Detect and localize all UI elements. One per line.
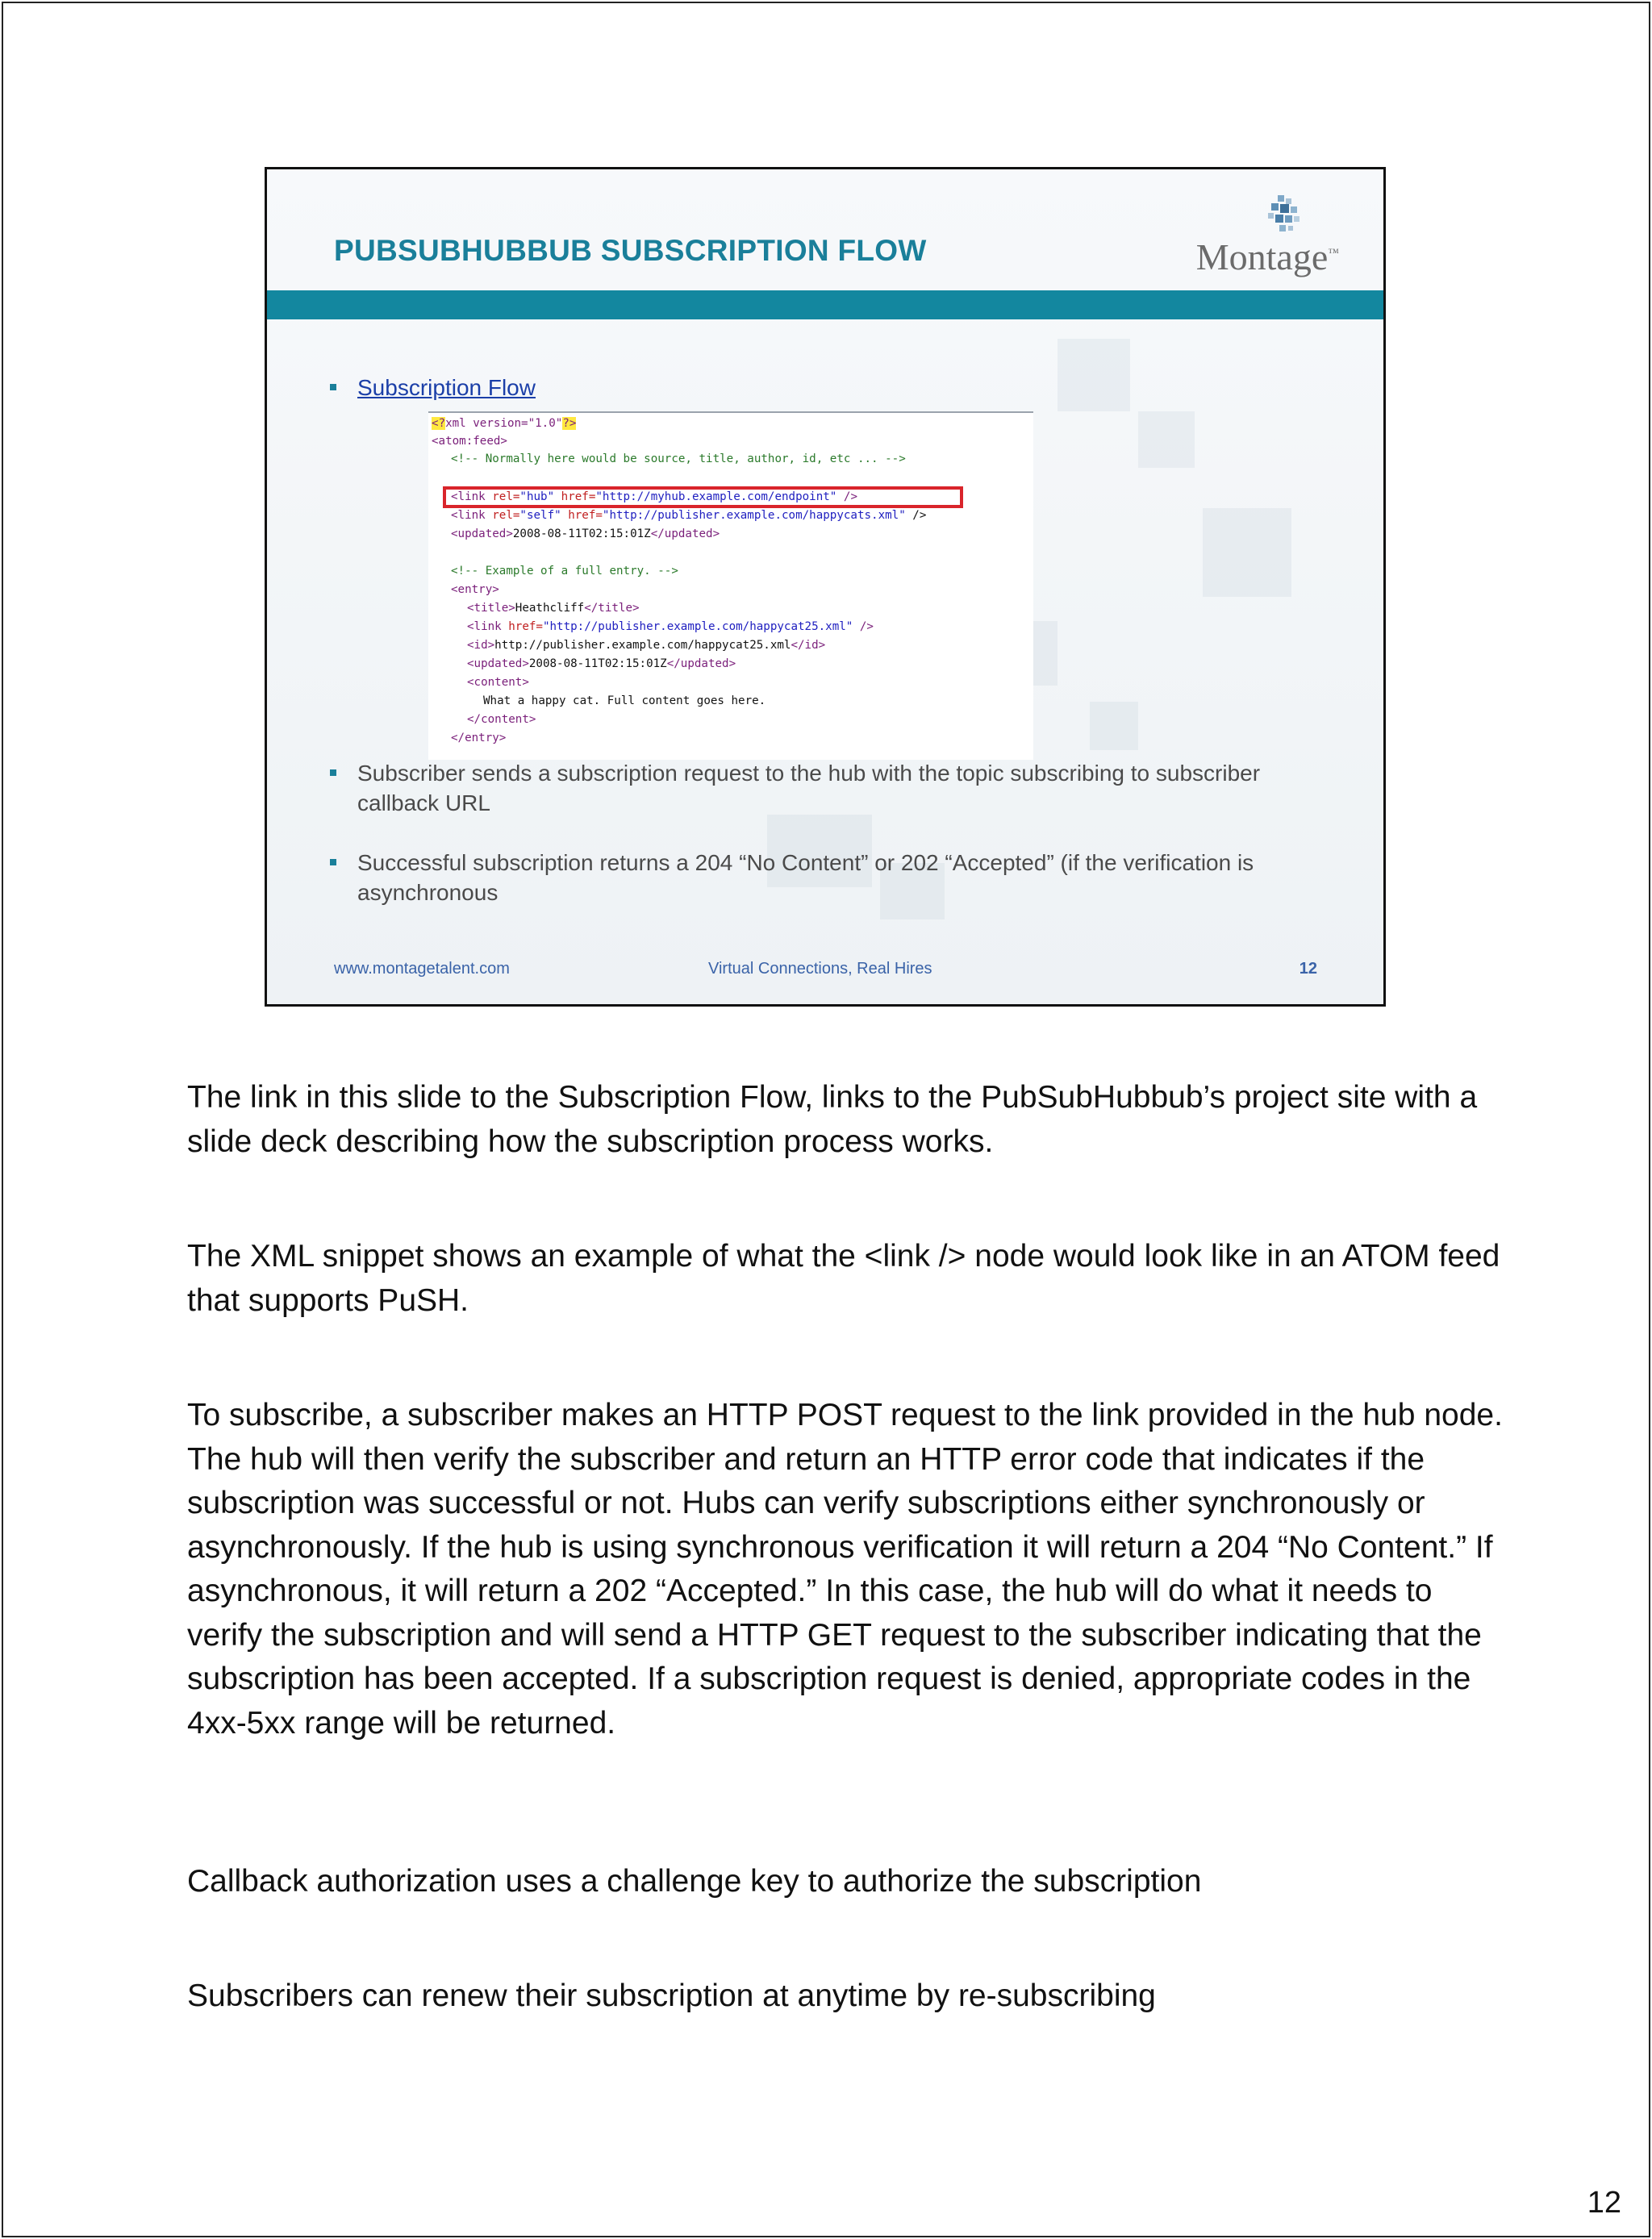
bg-square (1090, 702, 1138, 750)
bullet-icon (330, 859, 336, 865)
montage-logo (1170, 194, 1339, 282)
xml-code-snippet: <?xml version="1.0"?> <atom:feed> <!-- Normally here would be source, title, author, id, etc ... --> <link rel="hub" href="http://myhub.example.com/endpoint" /> <link rel="self" href="http://publisher.example.com/happycats.xml" /> <updated>2008-08-11T02:15:01Z</updated> <!-- Example of a full entry. --> <entry> <title>Heathcliff</title> <link href="http://publisher.example.com/happycat25.xml" /> <id>http://publisher.example.com/happycat25.xml</id> <updated>2008-08-11T02:15:01Z</updated> <content> What a happy cat. Full content goes here. </content> </entry> (428, 411, 1033, 760)
note-paragraph-3: To subscribe, a subscriber makes an HTTP POST request to the link provided in the hub node. The hub will then verify the subscriber and return an HTTP error code that indicates if the subscription was successful or not. Hubs can verify subscriptions either synchronously or asynchronously. If the hub is using synchronous verification it will return a 204 “No Content.” If asynchronous, it will return a 202 “Accepted.” In this case, the hub will do what it needs to verify the subscription and will send a HTTP GET request to the subscriber indicating that the subscription has been accepted. If a subscription request is denied, appropriate codes in the 4xx-5xx range will be returned. (187, 1398, 1503, 1741)
bullet-subscriber-sends: Subscriber sends a subscription request to the hub with the topic subscribing to subscriber callback URL (333, 758, 1293, 818)
slide-footer-tagline: Virtual Connections, Real Hires (708, 960, 932, 978)
hub-link-highlight (443, 486, 963, 508)
slide-number: 12 (1299, 960, 1317, 978)
slide-footer-url: www.montagetalent.com (334, 960, 510, 978)
bg-square (1203, 508, 1291, 597)
note-paragraph-5: Subscribers can renew their subscription at anytime by re-subscribing (187, 1978, 1156, 2013)
bullet-subscription-flow (333, 373, 1293, 402)
bullet-successful-subscription: Successful subscription returns a 204 “No Content” or 202 “Accepted” (if the verification is asynchronous (333, 848, 1293, 907)
bullet-icon (330, 769, 336, 776)
slide-title: PUBSUBHUBBUB SUBSCRIPTION FLOW (334, 234, 927, 267)
subscription-flow-link[interactable]: Subscription Flow (357, 375, 536, 400)
logo-mosaic-icon (1260, 194, 1307, 240)
note-paragraph-4: Callback authorization uses a challenge key to authorize the subscription (187, 1864, 1202, 1899)
page-number: 12 (1587, 2186, 1621, 2220)
bg-square (1138, 411, 1195, 468)
slide-thumbnail (265, 167, 1386, 1007)
bullet-icon (330, 384, 336, 390)
logo-text: Montage™ (1195, 236, 1339, 277)
title-bar (267, 290, 1383, 319)
note-paragraph-1: The link in this slide to the Subscription Flow, links to the PubSubHubbub’s project site with a slide deck describing how the subscription process works. (187, 1080, 1478, 1159)
note-paragraph-2: The XML snippet shows an example of what the <link /> node would look like in an ATOM feed that supports PuSH. (187, 1239, 1500, 1318)
